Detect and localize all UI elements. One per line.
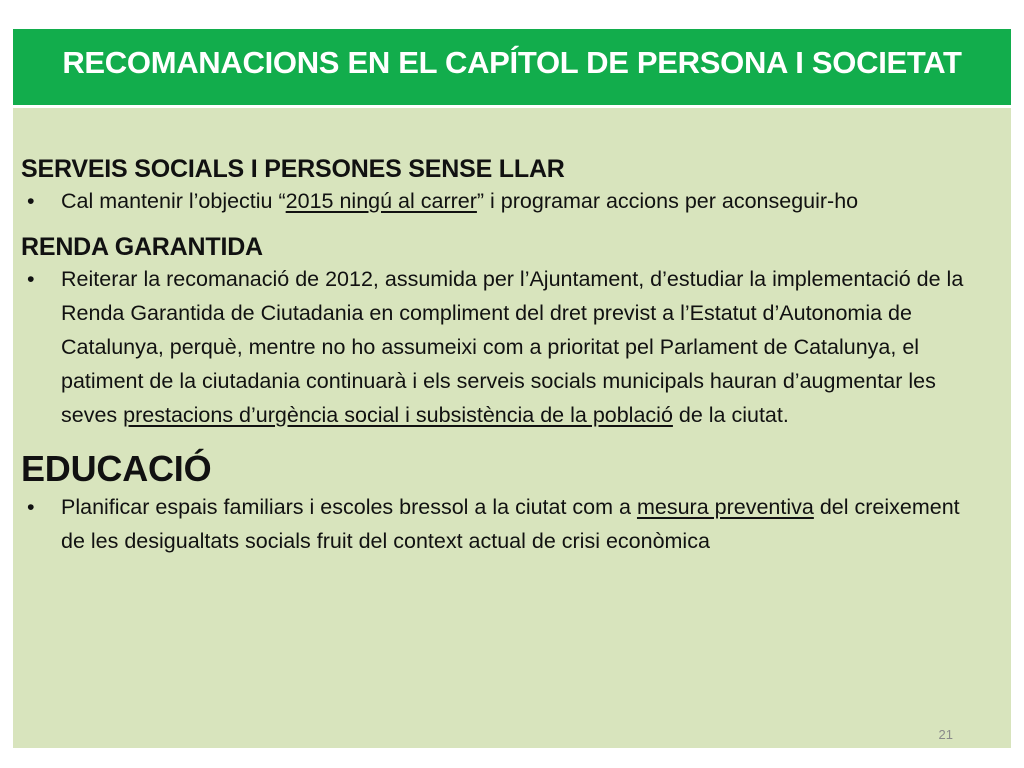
content-panel xyxy=(13,108,1011,748)
quote-close: ” xyxy=(476,189,485,213)
title-bar xyxy=(13,29,1011,105)
bullet-item xyxy=(21,184,981,218)
underlined-text: 2015 ningú al carrer xyxy=(285,189,477,213)
bullet-text: Planificar espais familiars i escoles bressol a la ciutat com a xyxy=(61,495,637,519)
bullet-text-end: del creixement de les desigualtats socials fruit del context actual de crisi econòmica xyxy=(61,495,960,553)
bullet-icon: • xyxy=(27,189,35,213)
underlined-text: prestacions d’urgència social i subsistència de la població xyxy=(123,403,673,427)
section-heading: RENDA GARANTIDA xyxy=(21,233,263,261)
bullet-item xyxy=(21,262,981,432)
content-body xyxy=(21,154,1001,558)
underlined-text: mesura preventiva xyxy=(636,495,814,519)
section-heading: SERVEIS SOCIALS I PERSONES SENSE LLAR xyxy=(21,155,565,183)
bullet-icon: • xyxy=(27,267,35,291)
page-number: 21 xyxy=(938,727,953,742)
bullet-text-end: i programar accions per aconseguir-ho xyxy=(484,189,859,213)
quote-open: “ xyxy=(278,189,286,213)
bullet-item xyxy=(21,490,981,558)
section-renda-garantida xyxy=(21,232,1001,432)
section-heading: EDUCACIÓ xyxy=(21,448,212,489)
section-educacio xyxy=(21,448,1001,558)
bullet-text-end: de la ciutat. xyxy=(672,403,789,427)
bullet-text: Reiterar la recomanació de 2012, assumida per l’Ajuntament, d’estudiar la implementació de la Renda Garantida de Ciutadania en compliment del dret previst a l’Estatut d’Autonomia de Catalunya, perquè, mentre no ho assumeixi com a prioritat pel Parlament de Catalunya, el patiment de la ciutadania continuarà i els serveis socials municipals hauran d’augmentar les seves xyxy=(61,267,964,427)
slide-title: RECOMANACIONS EN EL CAPÍTOL DE PERSONA I SOCIETAT xyxy=(62,45,962,80)
section-serveis-socials xyxy=(21,154,1001,218)
bullet-icon: • xyxy=(27,495,35,519)
bullet-text: Cal mantenir l’objectiu xyxy=(61,189,279,213)
